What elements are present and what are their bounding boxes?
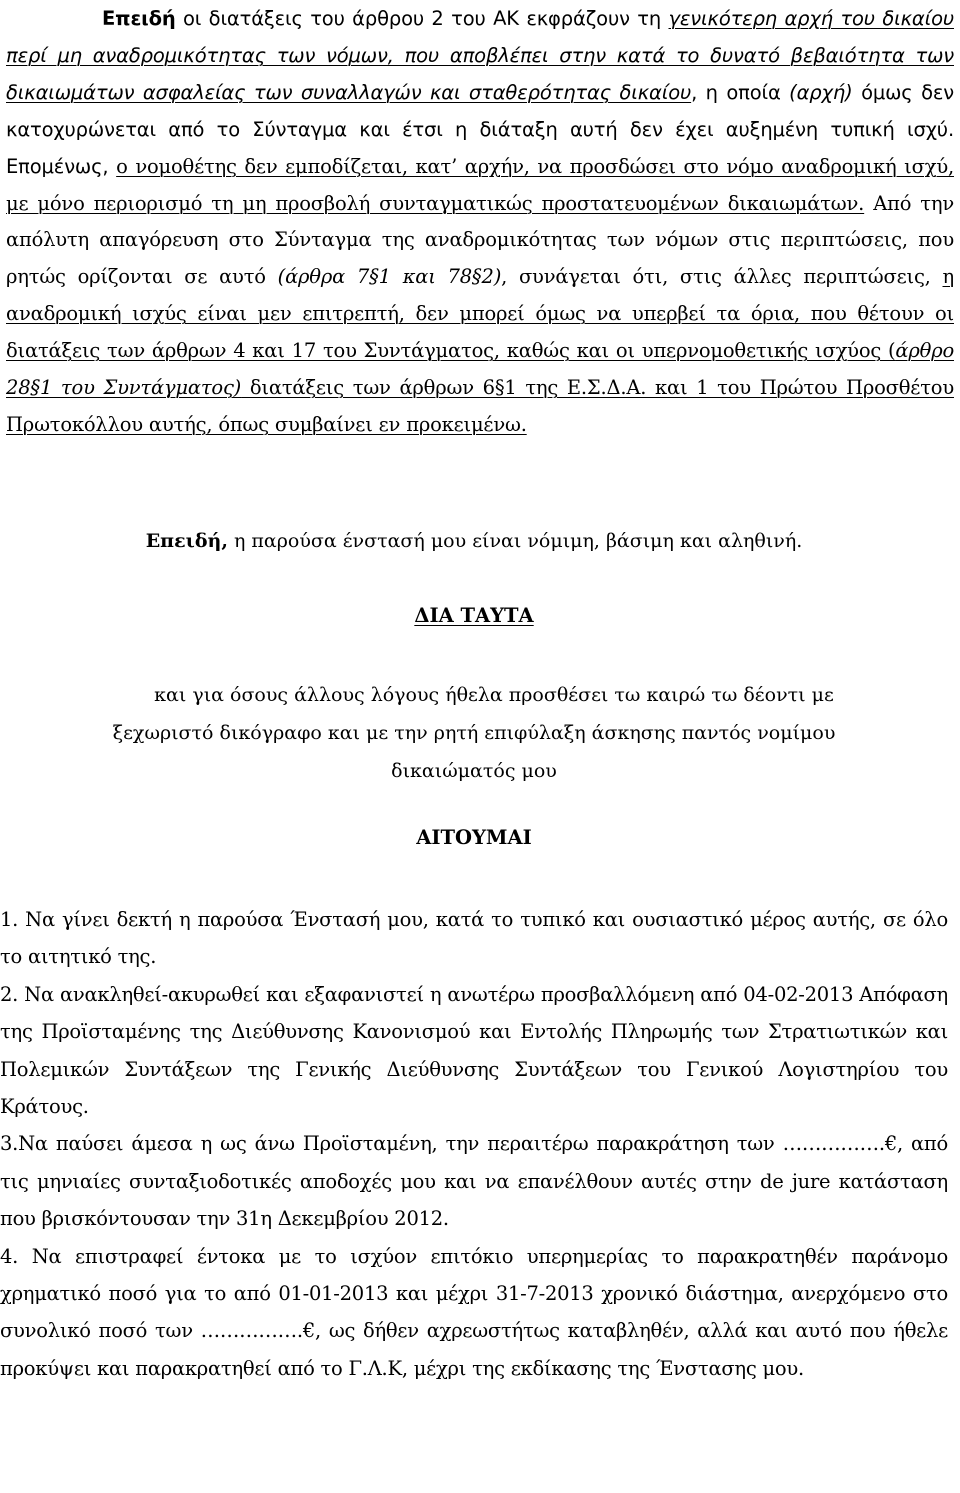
request-item: 2. Να ανακληθεί-ακυρωθεί και εξαφανιστεί η ανωτέρω προσβαλλόμενη από 04-02-2013 Απόφαση της Προϊσταμένης της Διεύθυνσης Κανονισμού και Εντολής Πληρωμής των Στρατιωτικών και Πολεμικών Συντάξεων της Γενικής Διεύθυνσης Συντάξεων του Γενικού Λογιστηρίου του Κράτους. [0,982,948,1119]
section-heading-aitoumai: ΑΙΤΟΥΜΑΙ [416,826,532,849]
reservation-paragraph [0,676,948,790]
paragraph-text: όμως δεν κατοχυρώνεται από το Σύνταγμα και έτσι η διάταξη αυτή δεν έχει αυξημένη τυπική ισχύ. Επομένως, [6,80,954,178]
paragraph-italic: (άρθρα 7§1 και 78§2) [277,265,502,289]
request-item: 4. Να επιστραφεί έντοκα με το ισχύον επιτόκιο υπερημερίας το παρακρατηθέν παράνομο χρηματικό ποσό για το από 01-01-2013 και μέχρι 31-7-2013 χρονικό διάστημα, ανερχόμενο στο συνολικό ποσό των …………….€, ως δήθεν αχρεωστήτως καταβληθέν, αλλά και αυτό που ήθελε προκύψει και παρακρατηθεί από το Γ.Λ.Κ, μέχρι της εκδίκασης της Ένστασης μου. [0,1244,948,1380]
heading-text: ΔΙΑ ΤΑΥΤΑ [414,604,534,627]
statement-line [0,530,948,552]
section-heading-dia-tauta [0,604,948,627]
request-item: 3.Να παύσει άμεσα η ως άνω Προϊσταμένη, την περαιτέρω παρακράτηση των …………….€, από τις μηνιαίες συνταξιοδοτικές αποδοχές μου και να επανέλθουν αυτές στην de jure κατάσταση που βρισκόντουσαν την 31η Δεκεμβρίου 2012. [0,1132,948,1231]
paragraph-underlined-italic: γενικότερη αρχή του δικαίου περί μη αναδρομικότητας των νόμων, που αποβλέπει στην κατά το δυνατό βεβαιότητα των δικαιωμάτων ασφαλείας των συναλλαγών και σταθερότητας δικαίου [6,7,954,104]
reservation-line: ξεχωριστό δικόγραφο και με την ρητή επιφύλαξη άσκησης παντός νομίμου [112,722,836,744]
paragraph-text: , η οποία [691,80,790,104]
paragraph-underlined-italic: άρθρο 28§1 του Συντάγματος) [6,339,954,400]
paragraph-text: οι διατάξεις του άρθρου 2 του ΑΚ εκφράζουν τη [175,7,669,30]
paragraph-italic: (αρχή) [789,80,853,104]
paragraph-underlined: η αναδρομική ισχύς είναι μεν επιτρεπτή, δεν μπορεί όμως να υπερβεί τα όρια, που θέτουν οι διατάξεις των άρθρων 4 και 17 του Συντάγματος, καθώς και οι υπερνομοθετικής ισχύος ( [6,265,954,363]
paragraph-reasoning [6,0,954,444]
paragraph-underlined: διατάξεις των άρθρων 6§1 της Ε.Σ.Δ.Α. και 1 του Πρώτου Προσθέτου Πρωτοκόλλου αυτής, όπως συμβαίνει εν προκειμένω. [6,376,954,436]
reservation-line: δικαιώματός μου [391,760,557,782]
paragraph-text: Από την απόλυτη απαγόρευση στο Σύνταγμα της αναδρομικότητας των νόμων στις περιπτώσεις, που ρητώς ορίζονται σε αυτό [6,191,954,289]
reservation-line: και για όσους άλλους λόγους ήθελα προσθέσει τω καιρώ τω δέοντι με [154,684,834,706]
paragraph-underlined: ο νομοθέτης δεν εμποδίζεται, κατ’ αρχήν, να προσδώσει στο νόμο αναδρομική ισχύ, με μόνο περιορισμό τη μη προσβολή συνταγματικώς προστατευομένων δικαιωμάτων. [6,154,954,215]
paragraph-lead-bold: Επειδή [102,7,176,30]
statement-bold: Επειδή, [145,530,228,552]
document-page [6,0,954,444]
paragraph-text: , συνάγεται ότι, στις άλλες περιπτώσεις, [501,265,943,289]
statement-text: η παρούσα ένστασή μου είναι νόμιμη, βάσιμη και αληθινή. [227,530,803,552]
request-item: 1. Να γίνει δεκτή η παρούσα Ένστασή μου, κατά το τυπικό και ουσιαστικό μέρος αυτής, σε όλο το αιτητικό της. [0,908,948,969]
requests-list [0,901,948,1387]
